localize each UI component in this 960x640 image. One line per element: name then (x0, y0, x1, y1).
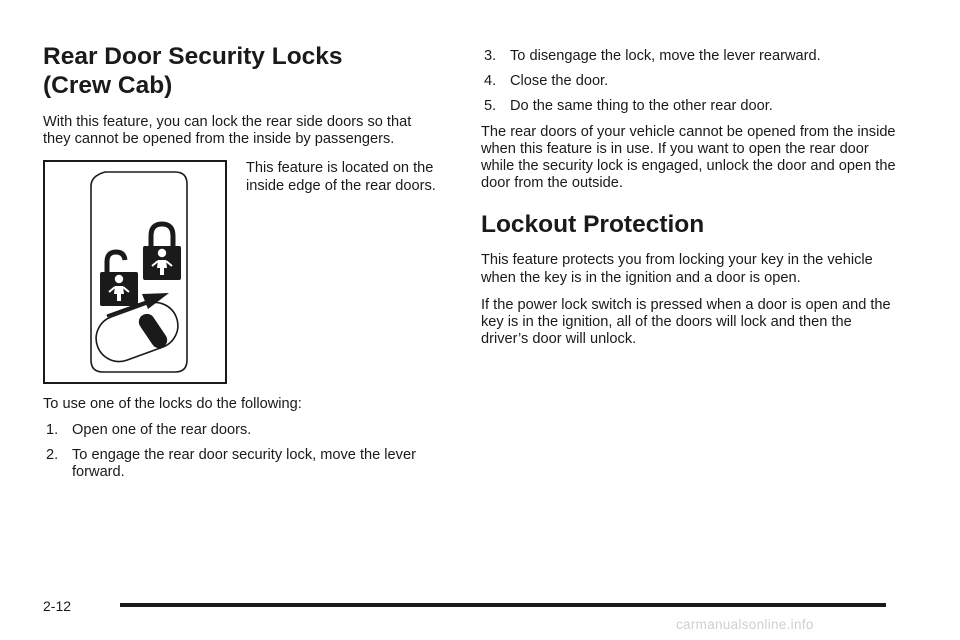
step-number: 4. (484, 73, 497, 90)
step-number: 5. (484, 98, 497, 115)
step-number: 1. (46, 421, 59, 438)
watermark: carmanualsonline.info (676, 617, 814, 632)
step-text: To disengage the lock, move the lever rearward. (510, 48, 821, 64)
step-number: 2. (46, 446, 59, 463)
section-title (43, 42, 443, 100)
list-item (481, 73, 901, 90)
child-lock-lever-icon (45, 162, 229, 386)
lockout-paragraph-2: If the power lock switch is pressed when a door is open and the key is in the ignition, all of the doors will lock and then the driver’s door will unlock. (481, 296, 891, 348)
right-column (481, 42, 901, 348)
figure-row (43, 160, 443, 392)
left-column (43, 42, 443, 481)
steps-intro: To use one of the locks do the following: (43, 396, 302, 413)
step-text: Do the same thing to the other rear door. (510, 98, 773, 115)
intro-paragraph: With this feature, you can lock the rear side doors so that they cannot be opened from the inside by passengers. (43, 114, 412, 148)
lockout-paragraph-1: This feature protects you from locking your key in the vehicle when the key is in the ignition and a door is open. (481, 252, 873, 286)
child-lock-figure (43, 160, 227, 384)
lockout-heading: Lockout Protection (481, 211, 705, 239)
figure-caption: This feature is located on the inside edge of the rear doors. (246, 160, 436, 194)
section-title-line2: (Crew Cab) (43, 72, 173, 99)
section-title-line1: Rear Door Security Locks (43, 43, 343, 70)
step-number: 3. (484, 48, 497, 64)
step-text: Open one of the rear doors. (72, 421, 252, 438)
page-number: 2-12 (43, 598, 72, 614)
list-item (481, 48, 901, 65)
step-text: Close the door. (510, 73, 609, 90)
step-text: To engage the rear door security lock, move the lever forward. (72, 446, 416, 481)
list-item (43, 447, 443, 481)
steps-list-right (481, 48, 901, 116)
footer-rule (120, 603, 886, 607)
steps-list-left (43, 422, 443, 482)
list-item (481, 98, 901, 115)
closing-paragraph: The rear doors of your vehicle cannot be opened from the inside when this feature is in use. If you want to open the rear door while the security lock is engaged, unlock the door and open the door from the outside. (481, 123, 896, 192)
list-item (43, 422, 443, 439)
